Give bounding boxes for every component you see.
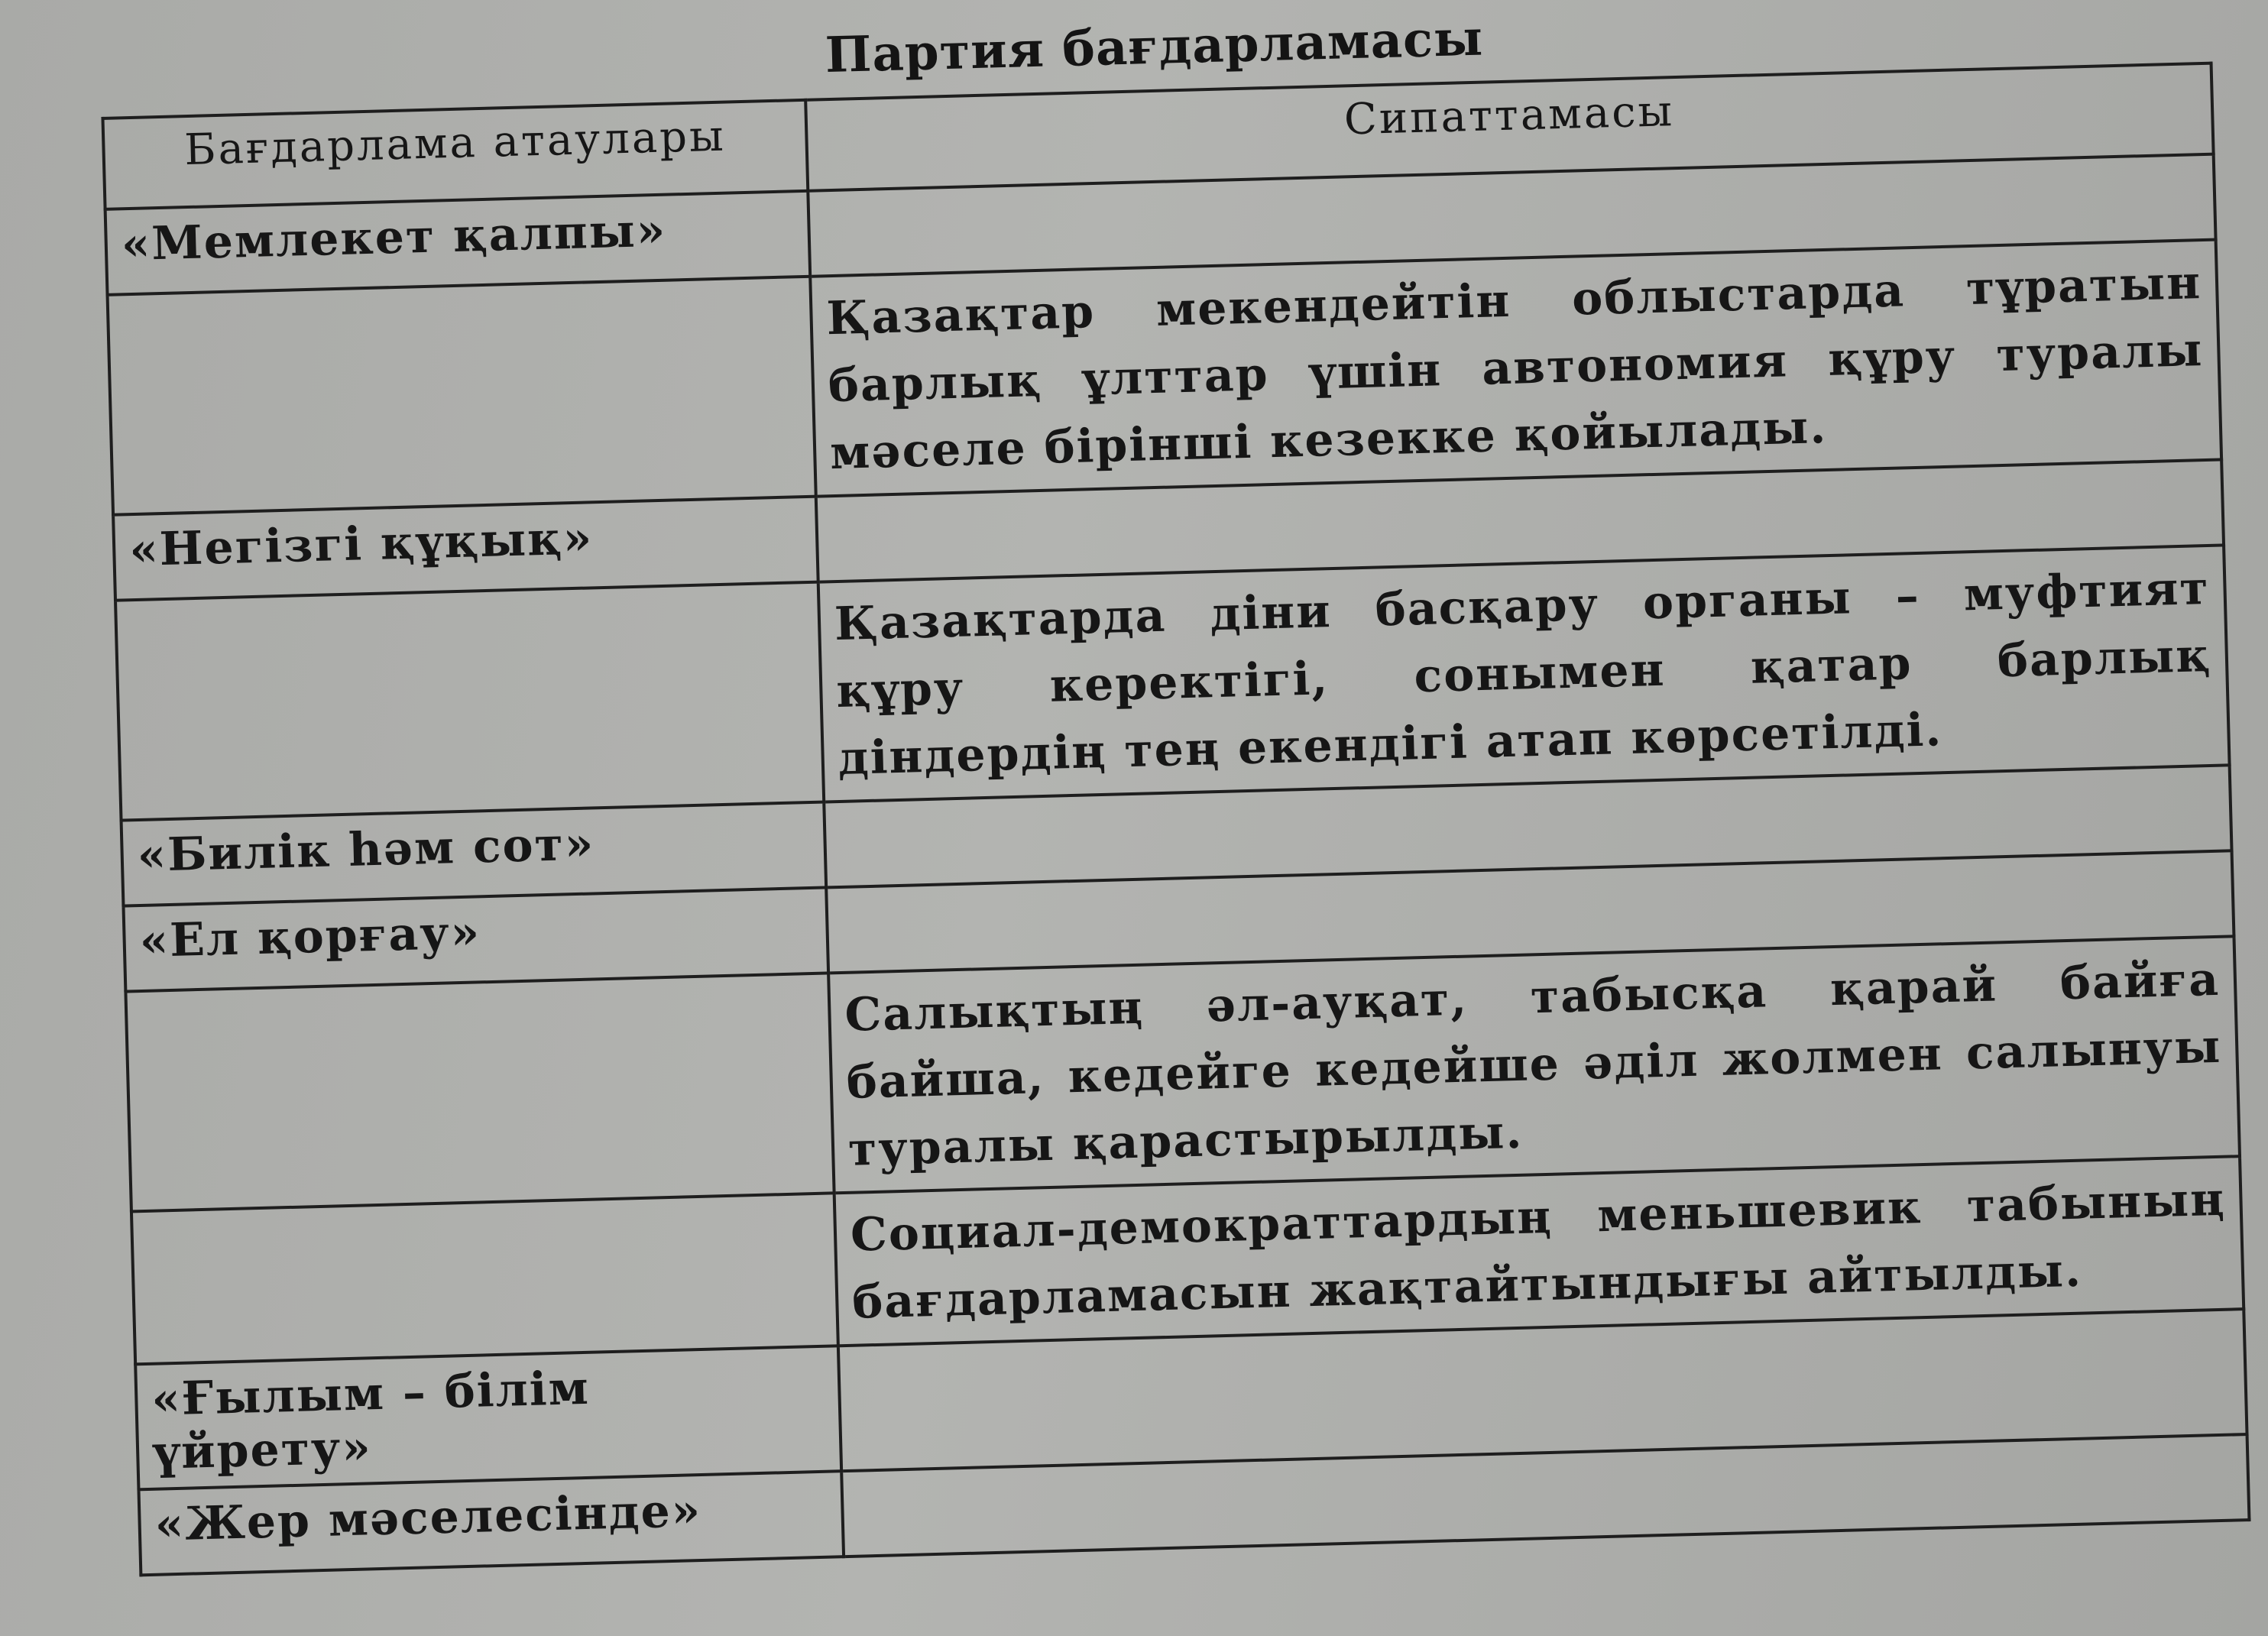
- page-content: [99, 0, 2248, 1576]
- program-name-cell: «Мемлекет қалпы»: [105, 191, 811, 295]
- program-name-cell: «Билік һәм сот»: [122, 802, 827, 906]
- program-name-cell: [108, 277, 816, 515]
- party-program-table: [101, 62, 2250, 1577]
- program-name-cell: [125, 973, 834, 1211]
- header-program-names: Бағдарлама атаулары: [102, 100, 808, 209]
- header-description: Сипаттамасы: [805, 63, 2213, 191]
- program-name-cell: «Ел қорғау»: [123, 887, 828, 991]
- page-title: Партия бағдарламасы: [824, 9, 1485, 85]
- program-name-cell: [115, 582, 824, 821]
- description-cell: Социал-демократтардың меньшевик табының бағдарламасын жақтайтындығы айтылды.: [834, 1156, 2244, 1346]
- program-name-cell: «Ғылым – білім үйрету»: [135, 1346, 841, 1489]
- description-cell: Қазақтар мекендейтін облыстарда тұратын барлық ұлттар үшін автономия құру туралы мәселе бірінші кезекке қойылады.: [810, 240, 2221, 497]
- program-name-cell: «Жер мәселесінде»: [138, 1471, 844, 1575]
- program-name-cell: [131, 1193, 838, 1364]
- program-name-cell: «Негізгі құқық»: [113, 497, 818, 601]
- description-cell: Салықтың әл-ауқат, табысқа қарай байға байша, кедейге кедейше әділ жолмен салынуы туралы қарастырылды.: [828, 936, 2240, 1193]
- description-cell: Қазақтарда діни басқару органы – муфтият құру керектігі, сонымен қатар барлық діндердің тең екендігі атап көрсетілді.: [818, 545, 2230, 802]
